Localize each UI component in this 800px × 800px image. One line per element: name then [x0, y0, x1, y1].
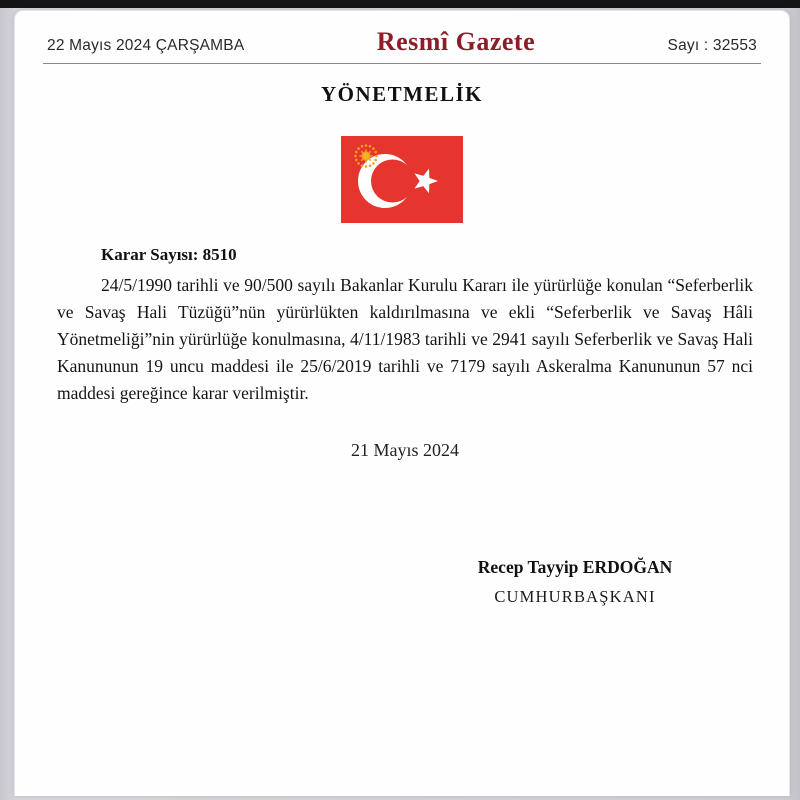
gazette-title: Resmî Gazete — [376, 27, 536, 56]
signatory-name: Recep Tayyip ERDOĞAN — [477, 557, 673, 577]
gazette-page — [14, 10, 790, 796]
decree-body — [15, 245, 789, 607]
masthead-issue-number: Sayı : 32553 — [667, 37, 757, 54]
section-title: YÖNETMELİK — [320, 82, 484, 106]
masthead-date: 22 Mayıs 2024 ÇARŞAMBA — [47, 37, 245, 54]
turkish-presidential-flag-icon — [341, 136, 463, 223]
decision-date: 21 Mayıs 2024 — [351, 440, 459, 460]
signatory-title: CUMHURBAŞKANI — [494, 587, 656, 606]
decree-paragraph: 24/5/1990 tarihli ve 90/500 sayılı Bakanlar Kurulu Kararı ile yürürlüğe konulan “Seferberlik ve Savaş Hali Tüzüğü”nün yürürlükten kaldırılmasına ve ekli “Seferberlik ve Savaş Hâli Yönetmeliği”nin yürürlüğe konulmasına, 4/11/1983 tarihli ve 2941 sayılı Seferberlik ve Savaş Hali Kanununun 19 uncu maddesi ile 25/6/2019 tarihli ve 7179 sayılı Askeralma Kanununun 57 nci maddesi gereğince karar verilmiştir. — [57, 275, 753, 403]
flag-container — [15, 136, 789, 223]
screen-top-strip — [0, 0, 800, 8]
decision-number: Karar Sayısı: 8510 — [101, 245, 237, 264]
masthead — [15, 11, 789, 57]
masthead-divider — [43, 63, 761, 64]
signature-block — [445, 557, 705, 607]
